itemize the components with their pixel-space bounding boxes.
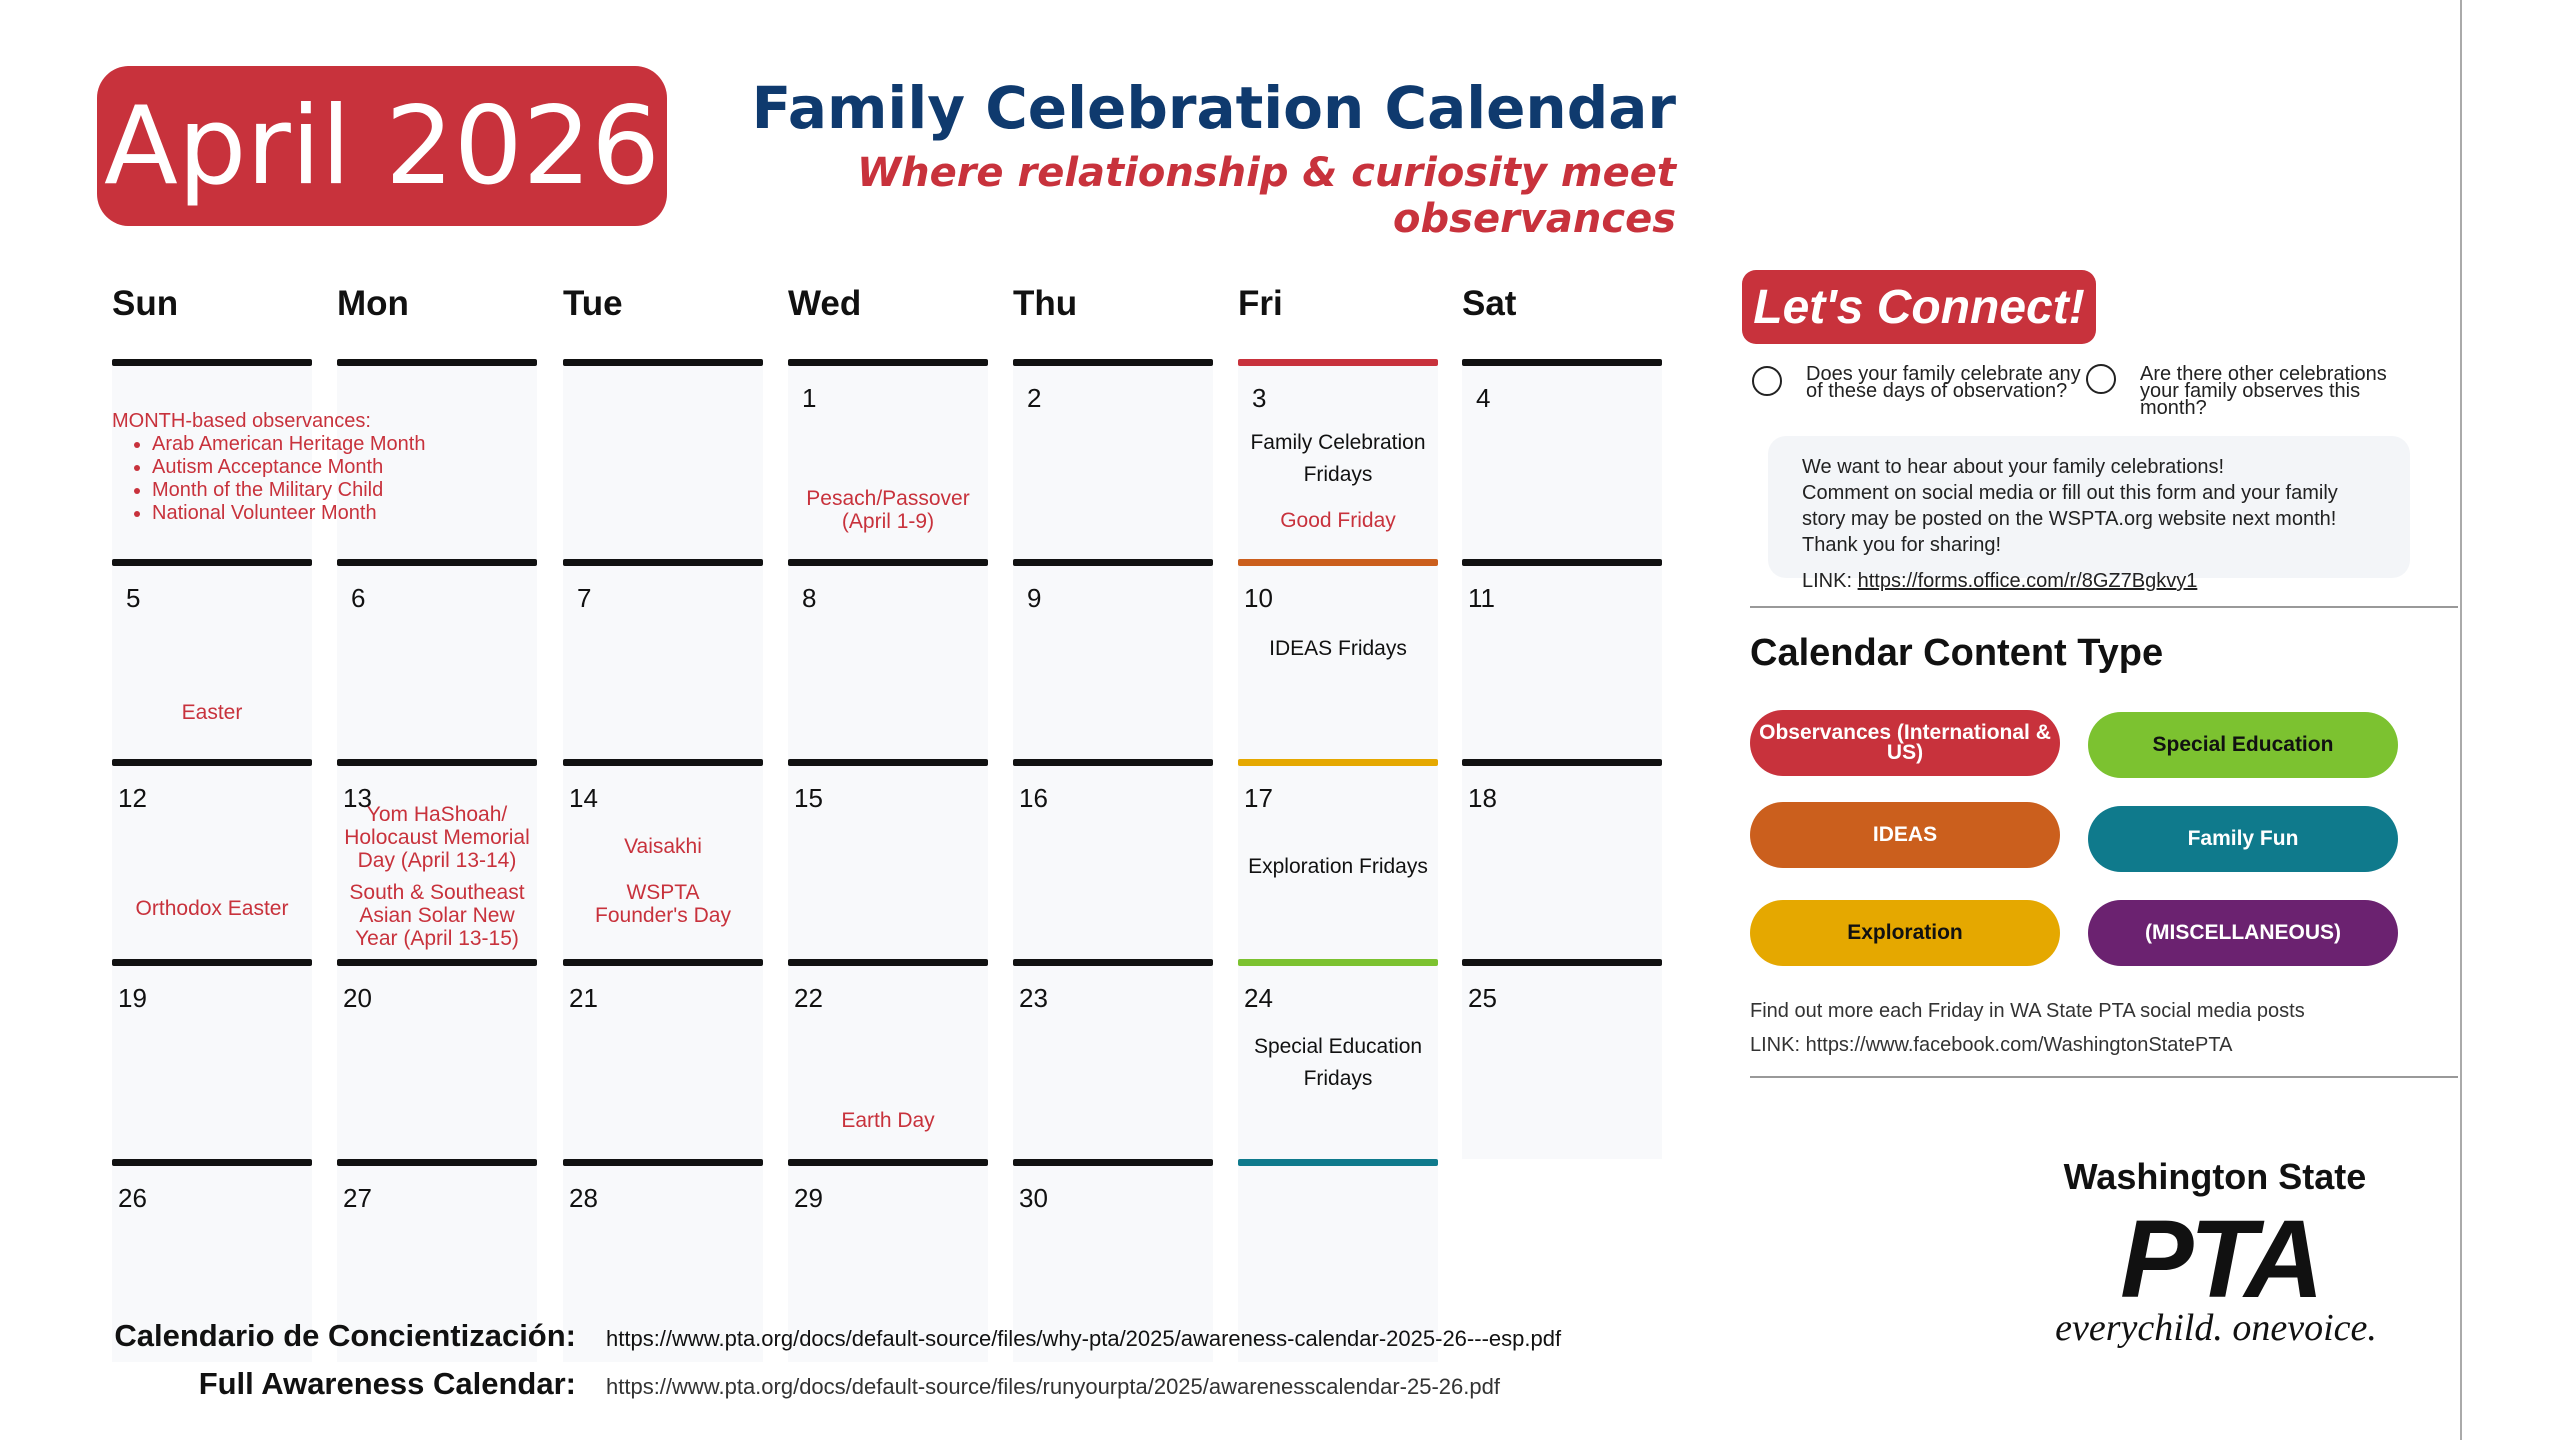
- legend-observances-pill: Observances (International & US): [1750, 710, 2060, 776]
- day-event: Special Education: [1253, 1035, 1423, 1058]
- weekday-header: Fri: [1238, 284, 1283, 323]
- day-rule: [1462, 959, 1662, 966]
- legend-miscellaneous-pill: (MISCELLANEOUS): [2088, 900, 2398, 966]
- day-event: Day (April 13-14): [357, 849, 517, 872]
- day-number: 19: [118, 983, 147, 1013]
- divider: [1750, 606, 2458, 608]
- comment-line: Comment on social media or fill out this form and your family: [1802, 482, 2338, 504]
- day-number: 13: [343, 783, 372, 813]
- day-rule: [337, 959, 537, 966]
- day-number: 15: [794, 783, 823, 813]
- day-rule: [788, 1159, 988, 1166]
- pta-logo-state: Washington State: [2063, 1156, 2367, 1197]
- weekday-header: Thu: [1013, 284, 1078, 323]
- day-rule: [788, 559, 988, 566]
- day-event: Year (April 13-15): [355, 927, 519, 950]
- divider: [1750, 1076, 2458, 1078]
- day-rule: [563, 359, 763, 366]
- month-observance-item: • National Volunteer Month: [152, 502, 442, 525]
- legend-ideas-pill: IDEAS: [1750, 802, 2060, 868]
- day-rule: [788, 359, 988, 366]
- day-number: 30: [1019, 1183, 1048, 1213]
- weekday-header: Sun: [112, 284, 179, 323]
- day-event: Family Celebration: [1250, 431, 1426, 454]
- day-event: (April 1-9): [841, 510, 935, 533]
- footer-url-es[interactable]: https://www.pta.org/docs/default-source/files/why-pta/2025/awareness-calendar-2025-26---esp.pdf: [606, 1326, 1562, 1351]
- legend-exploration-pill: Exploration: [1750, 900, 2060, 966]
- weekday-header: Tue: [563, 284, 623, 323]
- question1-text: Does your family celebrate any of these days of observation?: [1806, 363, 2081, 402]
- day-rule: [112, 1159, 312, 1166]
- legend-family-fun-pill: Family Fun: [2088, 806, 2398, 872]
- day-event: Pesach/Passover: [806, 487, 970, 510]
- day-rule: [112, 559, 312, 566]
- comment-line: story may be posted on the WSPTA.org website next month!: [1802, 508, 2337, 530]
- pta-logo-tagline: everychild. onevoice.: [2055, 1307, 2377, 1349]
- day-number: 8: [802, 583, 817, 613]
- form-link: [1802, 570, 2197, 593]
- day-number: 1: [802, 383, 817, 413]
- day-number: 17: [1244, 783, 1273, 813]
- month-observance-item: • Arab American Heritage Month: [152, 433, 442, 456]
- day-number: 27: [343, 1183, 372, 1213]
- social-note-text: Find out more each Friday in WA State PTA social media posts: [1750, 1000, 2305, 1022]
- friday-rule: [1238, 359, 1438, 366]
- day-number: 29: [794, 1183, 823, 1213]
- day-number: 23: [1019, 983, 1048, 1013]
- form-link-label: LINK:: [1802, 570, 1858, 592]
- day-rule: [337, 359, 537, 366]
- day-event: Easter: [181, 701, 243, 724]
- day-event: Yom HaShoah/: [366, 803, 508, 826]
- month-observances: [112, 410, 442, 525]
- day-rule: [1013, 559, 1213, 566]
- day-event: IDEAS Fridays: [1269, 637, 1407, 660]
- day-rule: [1013, 959, 1213, 966]
- friday-rule: [1238, 1159, 1438, 1166]
- social-note: [1750, 994, 2305, 1062]
- friday-rule: [1238, 959, 1438, 966]
- day-number: 28: [569, 1183, 598, 1213]
- day-number: 5: [126, 583, 141, 613]
- day-rule: [563, 1159, 763, 1166]
- comment-line: Thank you for sharing!: [1802, 534, 2001, 556]
- day-event: Earth Day: [841, 1109, 935, 1132]
- day-event: WSPTA: [626, 881, 700, 904]
- day-event: Orthodox Easter: [135, 897, 289, 920]
- month-observance-item: • Autism Acceptance Month: [152, 456, 442, 479]
- month-observances-heading: MONTH-based observances:: [112, 410, 371, 432]
- friday-rule: [1238, 759, 1438, 766]
- content-type-title: Calendar Content Type: [1750, 632, 2164, 674]
- day-rule: [337, 1159, 537, 1166]
- page-title: Family Celebration Calendar: [751, 74, 1676, 142]
- day-rule: [337, 759, 537, 766]
- day-number: 24: [1244, 983, 1273, 1013]
- footer-label-en: Full Awareness Calendar:: [198, 1366, 576, 1401]
- day-rule: [563, 559, 763, 566]
- day-rule: [1462, 559, 1662, 566]
- day-rule: [112, 359, 312, 366]
- weekday-header: Wed: [788, 284, 862, 323]
- day-event: Fridays: [1303, 463, 1373, 486]
- day-rule: [1462, 759, 1662, 766]
- day-rule: [563, 759, 763, 766]
- legend-special-education-pill: Special Education: [2088, 712, 2398, 778]
- day-number: 2: [1027, 383, 1042, 413]
- form-link-url[interactable]: https://forms.office.com/r/8GZ7Bgkvy1: [1857, 570, 2198, 592]
- day-rule: [1013, 759, 1213, 766]
- pta-logo-wordmark: PTA: [2120, 1198, 2320, 1321]
- day-number: 11: [1468, 583, 1495, 613]
- day-rule: [788, 959, 988, 966]
- day-rule: [1013, 359, 1213, 366]
- day-number: 9: [1027, 583, 1042, 613]
- day-rule: [112, 959, 312, 966]
- question2-radio[interactable]: [2086, 364, 2116, 394]
- month-observance-item: • Month of the Military Child: [152, 479, 442, 502]
- day-number: 21: [569, 983, 598, 1013]
- day-rule: [563, 959, 763, 966]
- month-badge: April 2026: [97, 66, 667, 226]
- day-number: 25: [1468, 983, 1497, 1013]
- day-number: 14: [569, 783, 598, 813]
- day-event: Fridays: [1303, 1067, 1373, 1090]
- day-number: 3: [1252, 383, 1267, 413]
- day-event: Asian Solar New: [359, 904, 515, 927]
- day-number: 16: [1019, 783, 1048, 813]
- comment-text: [1802, 454, 2402, 558]
- footer-label-es: Calendario de Concientización:: [114, 1318, 576, 1353]
- day-rule: [112, 759, 312, 766]
- day-number: 10: [1244, 583, 1273, 613]
- page-subtitle: Where relationship & curiosity meet observances: [856, 150, 1676, 242]
- day-number: 22: [794, 983, 823, 1013]
- comment-line: We want to hear about your family celebrations!: [1802, 456, 2225, 478]
- footer-url-en[interactable]: https://www.pta.org/docs/default-source/files/runyourpta/2025/awarenesscalendar-25-26.pdf: [606, 1374, 1500, 1399]
- day-number: 18: [1468, 783, 1497, 813]
- day-rule: [1013, 1159, 1213, 1166]
- weekday-header: Mon: [337, 284, 409, 323]
- day-event: South & Southeast: [349, 881, 525, 904]
- question1-radio[interactable]: [1752, 366, 1782, 396]
- day-rule: [337, 559, 537, 566]
- social-note-link[interactable]: LINK: https://www.facebook.com/WashingtonStatePTA: [1750, 1034, 2233, 1056]
- day-number: 6: [351, 583, 366, 613]
- day-event: Vaisakhi: [624, 835, 702, 858]
- day-event: Exploration Fridays: [1248, 855, 1428, 878]
- weekday-header: Sat: [1462, 284, 1517, 323]
- friday-rule: [1238, 559, 1438, 566]
- day-event: Holocaust Memorial: [344, 826, 530, 849]
- day-event: Founder's Day: [595, 904, 731, 927]
- page-right-border: [2460, 0, 2462, 1440]
- day-number: 7: [577, 583, 592, 613]
- day-number: 12: [118, 783, 147, 813]
- day-rule: [1462, 359, 1662, 366]
- day-number: 4: [1476, 383, 1491, 413]
- question2-text: Are there other celebrations your family observes this month?: [2140, 363, 2387, 419]
- day-number: 26: [118, 1183, 147, 1213]
- day-rule: [788, 759, 988, 766]
- day-event: Good Friday: [1280, 509, 1396, 532]
- lets-connect-badge: Let's Connect!: [1742, 270, 2096, 344]
- day-number: 20: [343, 983, 372, 1013]
